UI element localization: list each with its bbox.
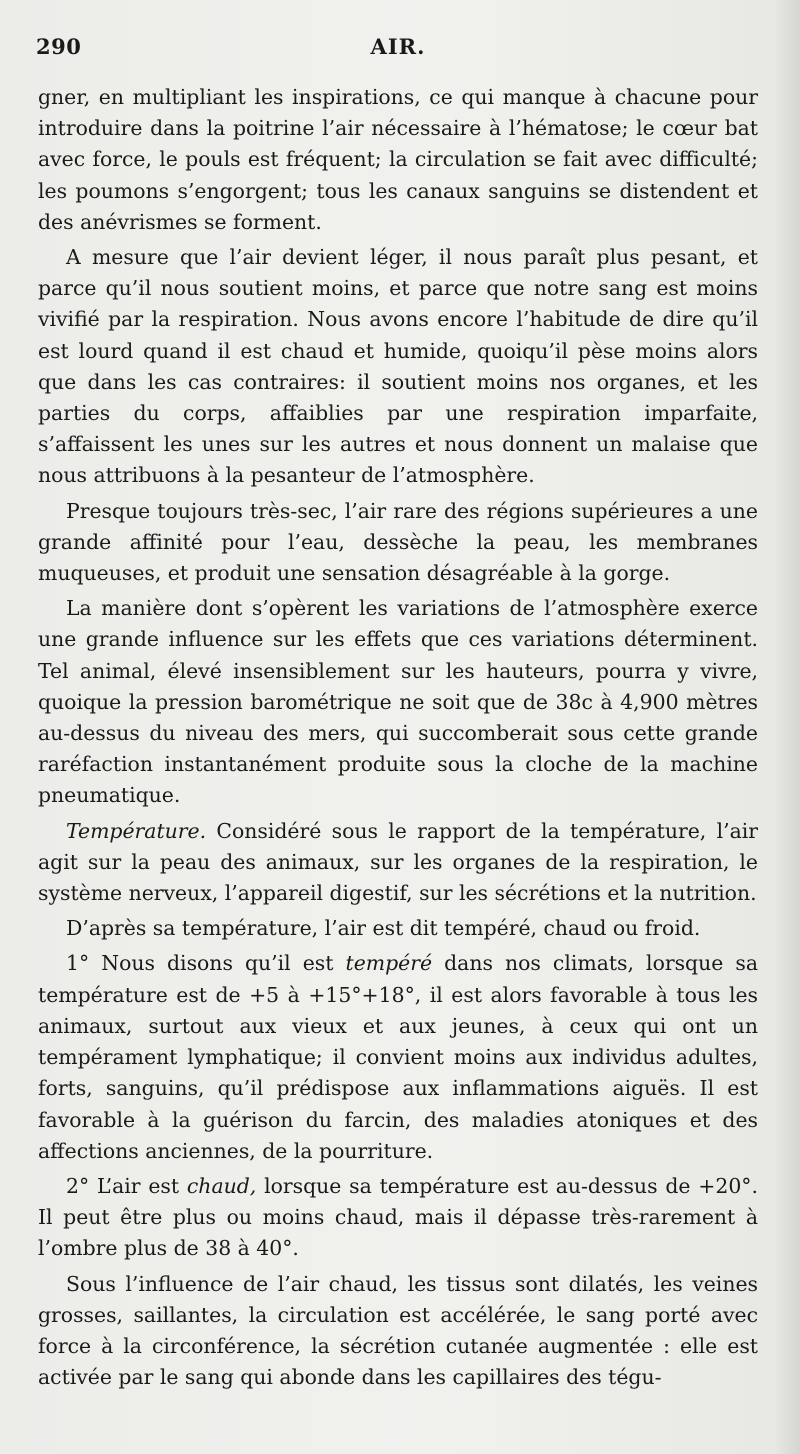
paragraph-text: 2° L’air est bbox=[66, 1173, 187, 1198]
paragraph: Sous l’influence de l’air chaud, les tissus sont dilatés, les veines grosses, saillantes, la circulation est accélérée, le sang porté avec force à la circonférence, la sécrétion cutanée augmentée : elle est activée par le sang qui abonde dans les capillaires des tégu- bbox=[38, 1271, 758, 1390]
section-lead: Température. bbox=[66, 818, 207, 843]
emphasis: tempéré bbox=[345, 951, 433, 976]
page-number: 290 bbox=[36, 34, 82, 59]
paragraph: gner, en multipliant les inspirations, ce qui manque à chacune pour introduire dans la poitrine l’air nécessaire à l’hématose; le cœur bat avec force, le pouls est fréquent; la circulation se fait avec difficulté; les poumons s’engorgent; tous les canaux sanguins se distendent et des anévrismes se forment. bbox=[38, 85, 758, 234]
paragraph-text: Considéré sous le rapport de la température, l’air agit sur la peau des animaux, sur les organes de la respiration, le système nerveux, l’appareil digestif, sur les sécrétions et la nutrition. bbox=[38, 818, 758, 906]
paragraph-text: dans nos climats, lorsque sa température est de +5 à +15°+18°, il est alors favorable à tous les animaux, surtout aux vieux et aux jeunes, à ceux qui ont un tempérament lymphatique; il convient moins aux individus adultes, forts, sanguins, qu’il prédispose aux inflammations aiguës. Il est favorable à la guérison du farcin, des maladies atoniques et des affections anciennes, de la pourriture. bbox=[38, 951, 758, 1163]
paragraph: La manière dont s’opèrent les variations de l’atmosphère exerce une grande influence sur les effets que ces variations déterminent. Tel animal, élevé insensiblement sur les hauteurs, pourra y vivre, quoique la pression barométrique ne soit que de 38c à 4,900 mètres au-dessus du niveau des mers, qui succomberait sous cette grande raréfaction instantanément produite sous la cloche de la machine pneumatique. bbox=[38, 596, 758, 808]
paragraph: Presque toujours très-sec, l’air rare des régions supérieures a une grande affinité pour l’eau, dessèche la peau, les membranes muqueuses, et produit une sensation désagréable à la gorge. bbox=[38, 498, 758, 586]
body-text bbox=[38, 82, 758, 1397]
running-head: AIR. bbox=[370, 34, 426, 59]
paragraph: D’après sa température, l’air est dit tempéré, chaud ou froid. bbox=[66, 916, 701, 941]
paragraph: A mesure que l’air devient léger, il nous paraît plus pesant, et parce qu’il nous soutient moins, et parce que notre sang est moins vivifié par la respiration. Nous avons encore l’habitude de dire qu’il est lourd quand il est chaud et humide, quoiqu’il pèse moins alors que dans les cas contraires: il soutient moins nos organes, et les parties du corps, affaiblies par une respiration imparfaite, s’affaissent les unes sur les autres et nous donnent un malaise que nous attribuons à la pesanteur de l’atmosphère. bbox=[38, 245, 758, 488]
paragraph bbox=[38, 816, 758, 910]
paragraph-text: lorsque sa température est au-dessus de +20°. Il peut être plus ou moins chaud, mais il dépasse très-rarement à l’ombre plus de 38 à 40°. bbox=[38, 1173, 758, 1261]
paragraph bbox=[38, 948, 758, 1166]
paragraph-text: 1° Nous disons qu’il est bbox=[66, 951, 346, 976]
emphasis: chaud, bbox=[186, 1173, 257, 1198]
page-header bbox=[36, 34, 760, 64]
paragraph bbox=[38, 1171, 758, 1265]
